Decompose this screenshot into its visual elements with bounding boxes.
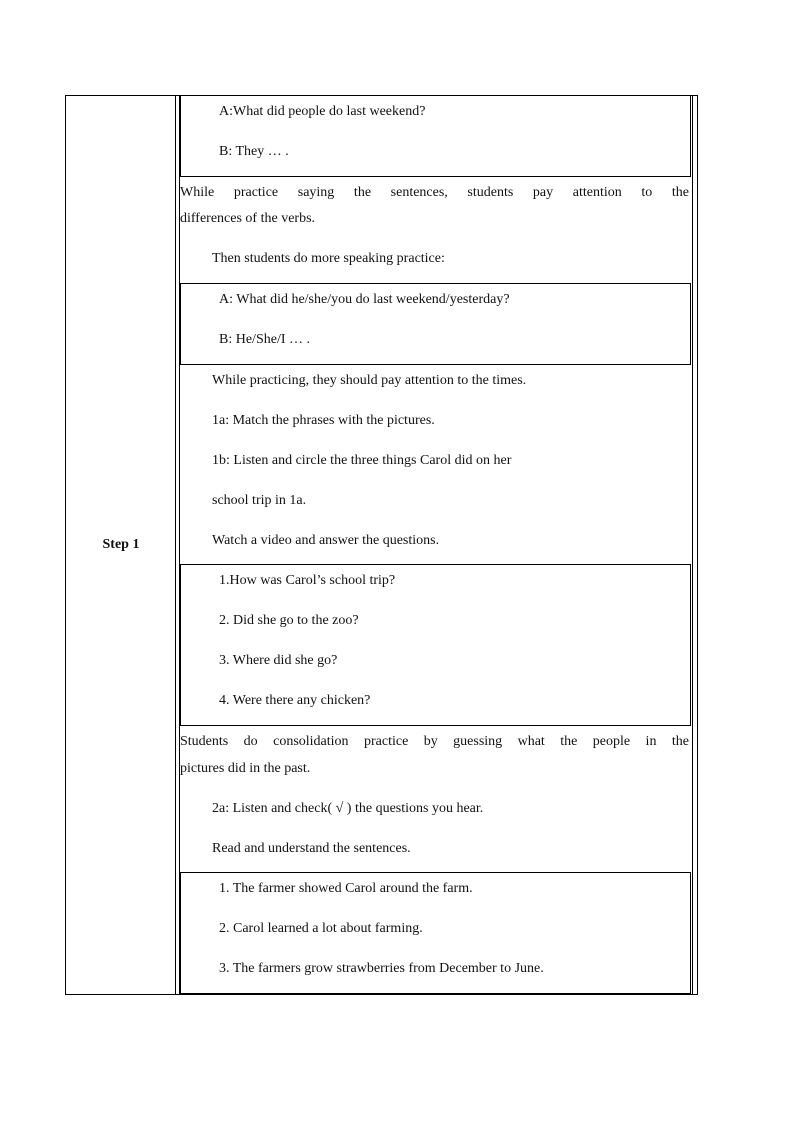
para1-line2: differences of the verbs. <box>180 211 316 226</box>
para8: 2a: Listen and check( √ ) the questions you hear. <box>212 801 484 816</box>
box2-line2: B: He/She/I … . <box>219 332 310 347</box>
box1-line1: A:What did people do last weekend? <box>219 104 426 119</box>
column-divider <box>175 96 180 994</box>
box2-line1: A: What did he/she/you do last weekend/yesterday? <box>219 292 510 307</box>
para1-line1: While practice saying the sentences, students pay attention to the <box>180 185 689 200</box>
para5-line2: school trip in 1a. <box>212 493 307 508</box>
para7-line2: pictures did in the past. <box>180 761 311 776</box>
question-4: 4. Were there any chicken? <box>219 693 371 708</box>
sentence-3: 3. The farmers grow strawberries from December to June. <box>219 961 544 976</box>
question-1: 1.How was Carol’s school trip? <box>219 573 396 588</box>
para7-line1: Students do consolidation practice by guessing what the people in the <box>180 734 689 749</box>
right-border <box>692 96 698 994</box>
para5-line1: 1b: Listen and circle the three things Carol did on her <box>212 453 512 468</box>
step-label: Step 1 <box>102 537 140 552</box>
question-2: 2. Did she go to the zoo? <box>219 613 359 628</box>
question-3: 3. Where did she go? <box>219 653 338 668</box>
box1-line2: B: They … . <box>219 144 289 159</box>
sentence-2: 2. Carol learned a lot about farming. <box>219 921 423 936</box>
para2: Then students do more speaking practice: <box>212 251 445 266</box>
sentence-1: 1. The farmer showed Carol around the farm. <box>219 881 473 896</box>
para6: Watch a video and answer the questions. <box>212 533 440 548</box>
para4: 1a: Match the phrases with the pictures. <box>212 413 435 428</box>
para9: Read and understand the sentences. <box>212 841 411 856</box>
para3: While practicing, they should pay attention to the times. <box>212 373 527 388</box>
